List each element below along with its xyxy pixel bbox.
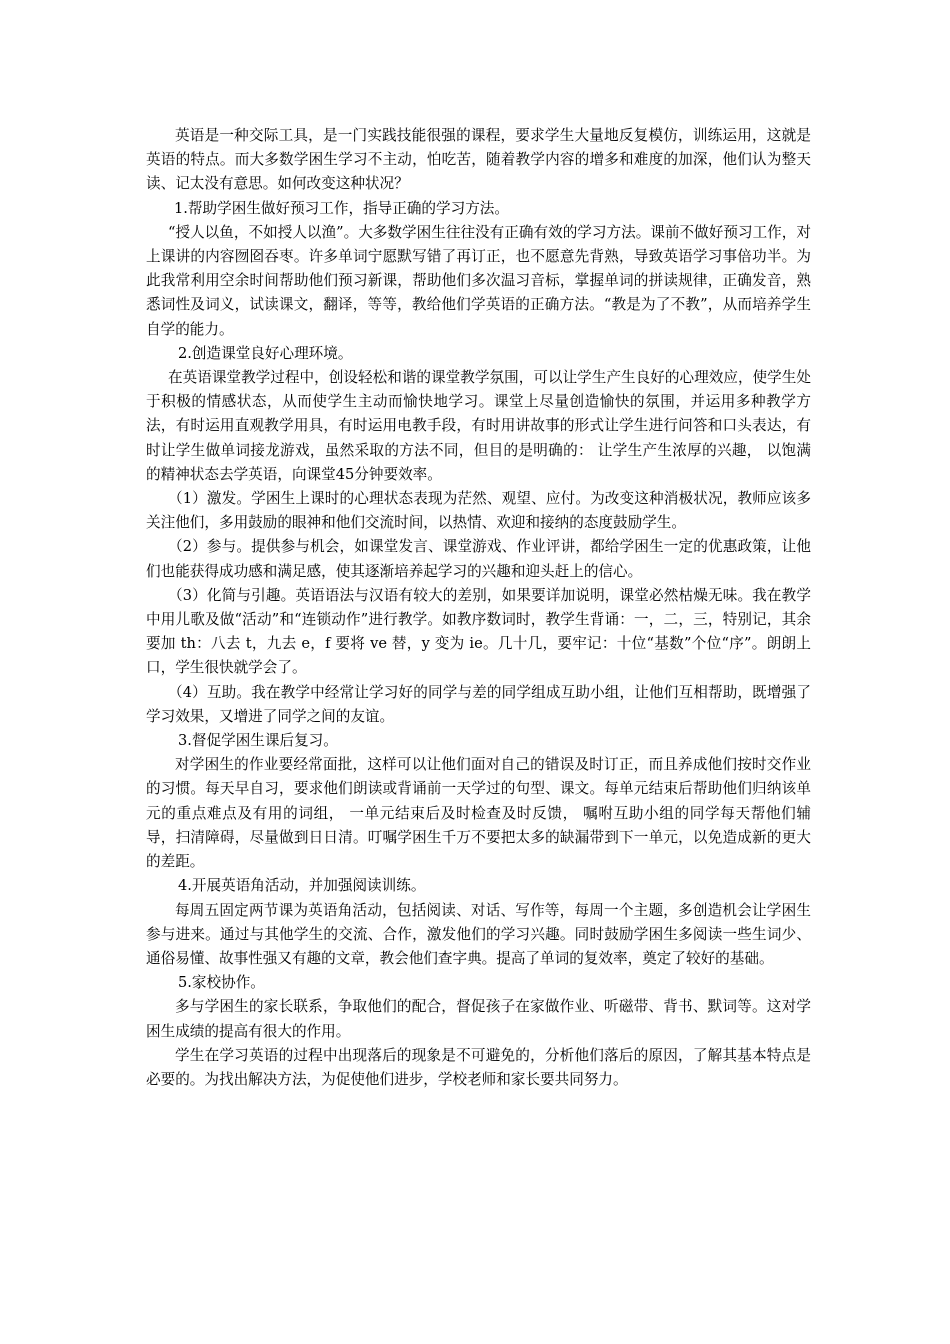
body-paragraph: 每周五固定两节课为英语角活动，包括阅读、对话、写作等，每周一个主题，多创造机会让学困生参与进来。通过与其他学生的交流、合作，激发他们的学习兴趣。同时鼓励学困生多阅读一些生词少、通俗易懂、故事性强又有趣的文章，教会他们查字典。提高了单词的复效率，奠定了较好的基础。 — [146, 901, 811, 967]
conclusion-paragraph: 学生在学习英语的过程中出现落后的现象是不可避免的，分析他们落后的原因，了解其基本特点是必要的。为找出解决方法，为促使他们进步，学校老师和家长要共同努力。 — [146, 1046, 811, 1088]
document-body — [146, 124, 811, 1092]
intro-paragraph: 英语是一种交际工具，是一门实践技能很强的课程，要求学生大量地反复模仿，训练运用，这就是英语的特点。而大多数学困生学习不主动，怕吃苦，随着教学内容的增多和难度的加深，他们认为整天读、记太没有意思。如何改变这种状况？ — [146, 127, 811, 193]
body-paragraph: （3）化简与引趣。英语语法与汉语有较大的差别，如果要详加说明，课堂必然枯燥无味。我在教学中用儿歌及做“活动”和“连锁动作”进行教学。如教序数词时，教学生背诵：一，二，三，特别记，其余要加 th：八去 t，九去 e，f 要将 ve 替，y 变为 ie。几十几，要牢记：十位“基数”个位“序”。朗朗上口，学生很快就学会了。 — [146, 586, 811, 677]
body-paragraph: 多与学困生的家长联系，争取他们的配合，督促孩子在家做作业、听磁带、背书、默词等。这对学困生成绩的提高有很大的作用。 — [146, 998, 811, 1040]
body-paragraph: （4）互助。我在教学中经常让学习好的同学与差的同学组成互助小组，让他们互相帮助，既增强了学习效果，又增进了同学之间的友谊。 — [146, 683, 811, 725]
body-paragraph: “授人以鱼，不如授人以渔”。大多数学困生往往没有正确有效的学习方法。课前不做好预习工作，对上课讲的内容囫囵吞枣。许多单词宁愿默写错了再订正，也不愿意先背熟，导致英语学习事倍功半。为此我常利用空余时间帮助他们预习新课，帮助他们多次温习音标，掌握单词的拼读规律，正确发音，熟悉词性及词义，试读课文，翻译，等等，教给他们学英语的正确方法。“教是为了不教”，从而培养学生自学的能力。 — [146, 223, 811, 338]
body-paragraph: （2）参与。提供参与机会，如课堂发言、课堂游戏、作业评讲，都给学困生一定的优惠政策，让他们也能获得成功感和满足感，使其逐渐培养起学习的兴趣和迎头赶上的信心。 — [146, 538, 811, 580]
section-heading-2: 2.创造课堂良好心理环境。 — [178, 344, 353, 362]
section-heading-4: 4.开展英语角活动，并加强阅读训练。 — [178, 877, 426, 895]
section-heading-1: 1.帮助学困生做好预习工作，指导正确的学习方法。 — [174, 199, 509, 217]
body-paragraph: 对学困生的作业要经常面批，这样可以让他们面对自己的错误及时订正，而且养成他们按时交作业的习惯。每天早自习，要求他们朗读或背诵前一天学过的句型、课文。每单元结束后帮助他们归纳该单元的重点难点及有用的词组， 一单元结束后及时检查及时反馈， 嘱咐互助小组的同学每天帮他们辅导，扫清障碍，尽量做到日日清。叮嘱学困生千万不要把太多的缺漏带到下一单元，以免造成新的更大的差距。 — [146, 756, 811, 871]
body-paragraph: （1）激发。学困生上课时的心理状态表现为茫然、观望、应付。为改变这种消极状况，教师应该多关注他们，多用鼓励的眼神和他们交流时间，以热情、欢迎和接纳的态度鼓励学生。 — [146, 490, 811, 532]
section-heading-5: 5.家校协作。 — [178, 974, 265, 992]
body-paragraph: 在英语课堂教学过程中，创设轻松和谐的课堂教学氛围，可以让学生产生良好的心理效应，使学生处于积极的情感状态，从而使学生主动而愉快地学习。课堂上尽量创造愉快的氛围，并运用多种教学方法，有时运用直观教学用具，有时运用电教手段，有时用讲故事的形式让学生进行问答和口头表达，有时让学生做单词接龙游戏，虽然采取的方法不同，但目的是明确的： 让学生产生浓厚的兴趣， 以饱满的精神状态去学英语，向课堂45分钟要效率。 — [146, 369, 811, 483]
section-heading-3: 3.督促学困生课后复习。 — [178, 732, 338, 750]
